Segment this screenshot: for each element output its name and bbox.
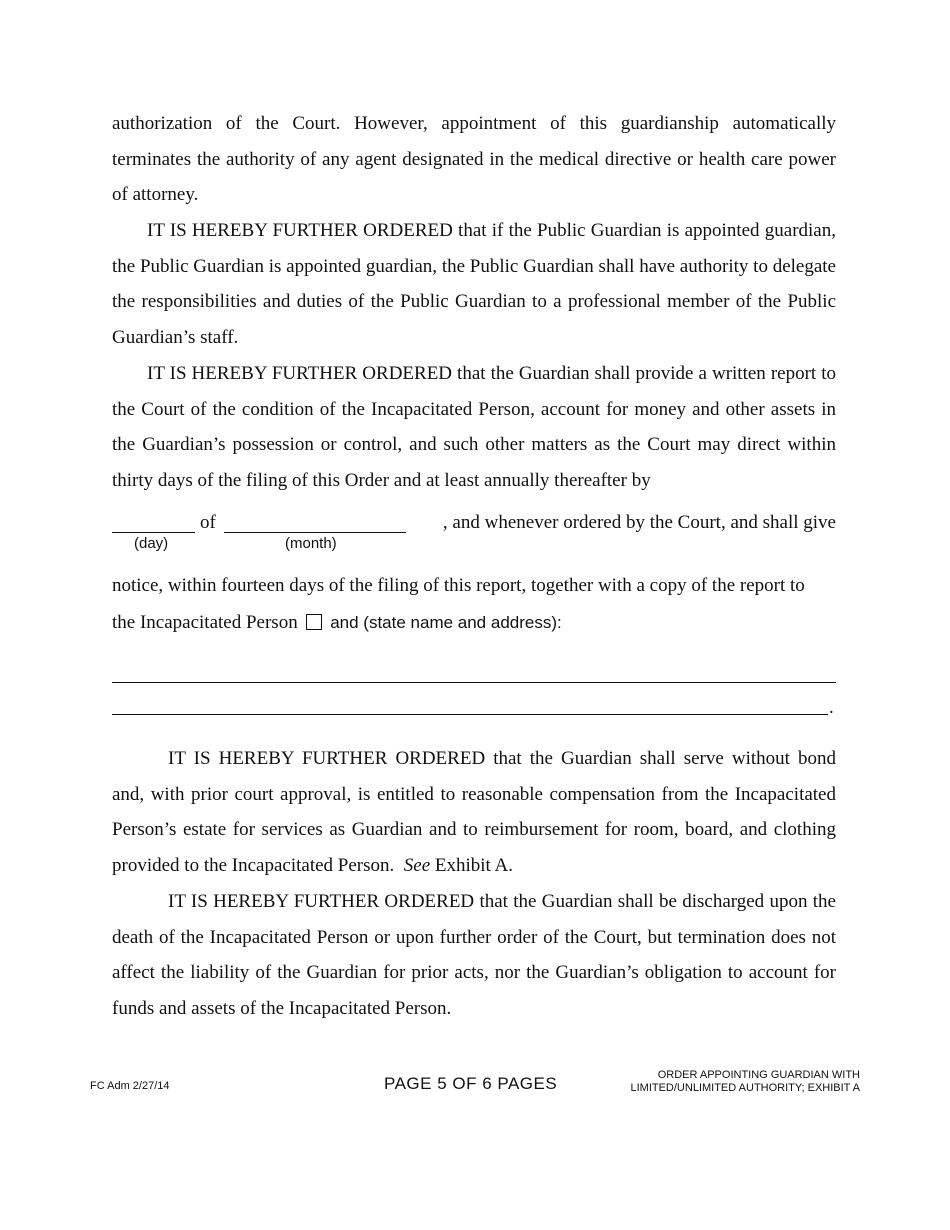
footer-form-id: FC Adm 2/27/14 bbox=[90, 1080, 170, 1092]
incapacitated-person-line bbox=[112, 612, 562, 634]
month-blank-line[interactable] bbox=[224, 532, 406, 533]
see-text: See bbox=[403, 855, 431, 877]
whenever-ordered-text: , and whenever ordered by the Court, and shall give bbox=[442, 512, 836, 533]
paragraph-text: authorization of the Court. However, appointment of this guardianship automatically terminates the authority of any agent designated in the medical directive or health care power of attorney. bbox=[112, 113, 836, 206]
footer-title-line-2: LIMITED/UNLIMITED AUTHORITY; EXHIBIT A bbox=[630, 1082, 860, 1094]
paragraph-text: notice, within fourteen days of the filing of this report, together with a copy of the report to bbox=[112, 575, 805, 596]
of-text: of bbox=[200, 512, 216, 533]
address-line-2[interactable] bbox=[112, 714, 828, 715]
footer-document-title bbox=[630, 1069, 860, 1095]
month-label: (month) bbox=[285, 535, 337, 552]
notice-line bbox=[112, 568, 836, 604]
paragraph-bond-compensation bbox=[112, 741, 836, 884]
address-end-period: . bbox=[829, 697, 834, 718]
paragraph-discharge bbox=[112, 884, 836, 1027]
paragraph-text: IT IS HEREBY FURTHER ORDERED that the Guardian shall be discharged upon the death of the Incapacitated Person or upon further order of the Court, but termination does not affect the liability of the Guardian for prior acts, nor the Guardian’s obligation to account for funds and assets of the Incapacitated Person. bbox=[112, 891, 836, 1020]
paragraph-text: IT IS HEREBY FURTHER ORDERED that the Guardian shall provide a written report to the Court of the condition of the Incapacitated Person, account for money and other assets in the Guardian’s possession or control, and such other matters as the Court may direct within thirty days of the filing of this Order and at least annually thereafter by bbox=[112, 363, 836, 492]
incapacitated-person-text: the Incapacitated Person bbox=[112, 612, 298, 633]
paragraph-authorization bbox=[112, 106, 836, 213]
paragraph-text: IT IS HEREBY FURTHER ORDERED that if the Public Guardian is appointed guardian, the Public Guardian is appointed guardian, the Public Guardian shall have authority to delegate the responsibilities and duties of the Public Guardian to a professional member of the Public Guardian’s staff. bbox=[112, 220, 836, 349]
address-line-1[interactable] bbox=[112, 682, 836, 683]
day-label: (day) bbox=[134, 535, 169, 552]
state-name-address-label: and (state name and address): bbox=[330, 613, 562, 632]
footer-title-line-1: ORDER APPOINTING GUARDIAN WITH bbox=[657, 1069, 860, 1081]
footer-page-number: PAGE 5 OF 6 PAGES bbox=[384, 1074, 558, 1093]
day-blank-line[interactable] bbox=[112, 532, 195, 533]
state-name-checkbox[interactable] bbox=[306, 614, 322, 630]
paragraph-public-guardian bbox=[112, 213, 836, 356]
exhibit-text: Exhibit A. bbox=[434, 855, 514, 877]
paragraph-text: IT IS HEREBY FURTHER ORDERED that the Guardian shall serve without bond and, with prior court approval, is entitled to reasonable compensation from the Incapacitated Person’s estate for services as Guardian and to reimbursement for room, board, and clothing provided to the Incapacitated Person. bbox=[112, 748, 836, 877]
paragraph-written-report bbox=[112, 356, 836, 499]
